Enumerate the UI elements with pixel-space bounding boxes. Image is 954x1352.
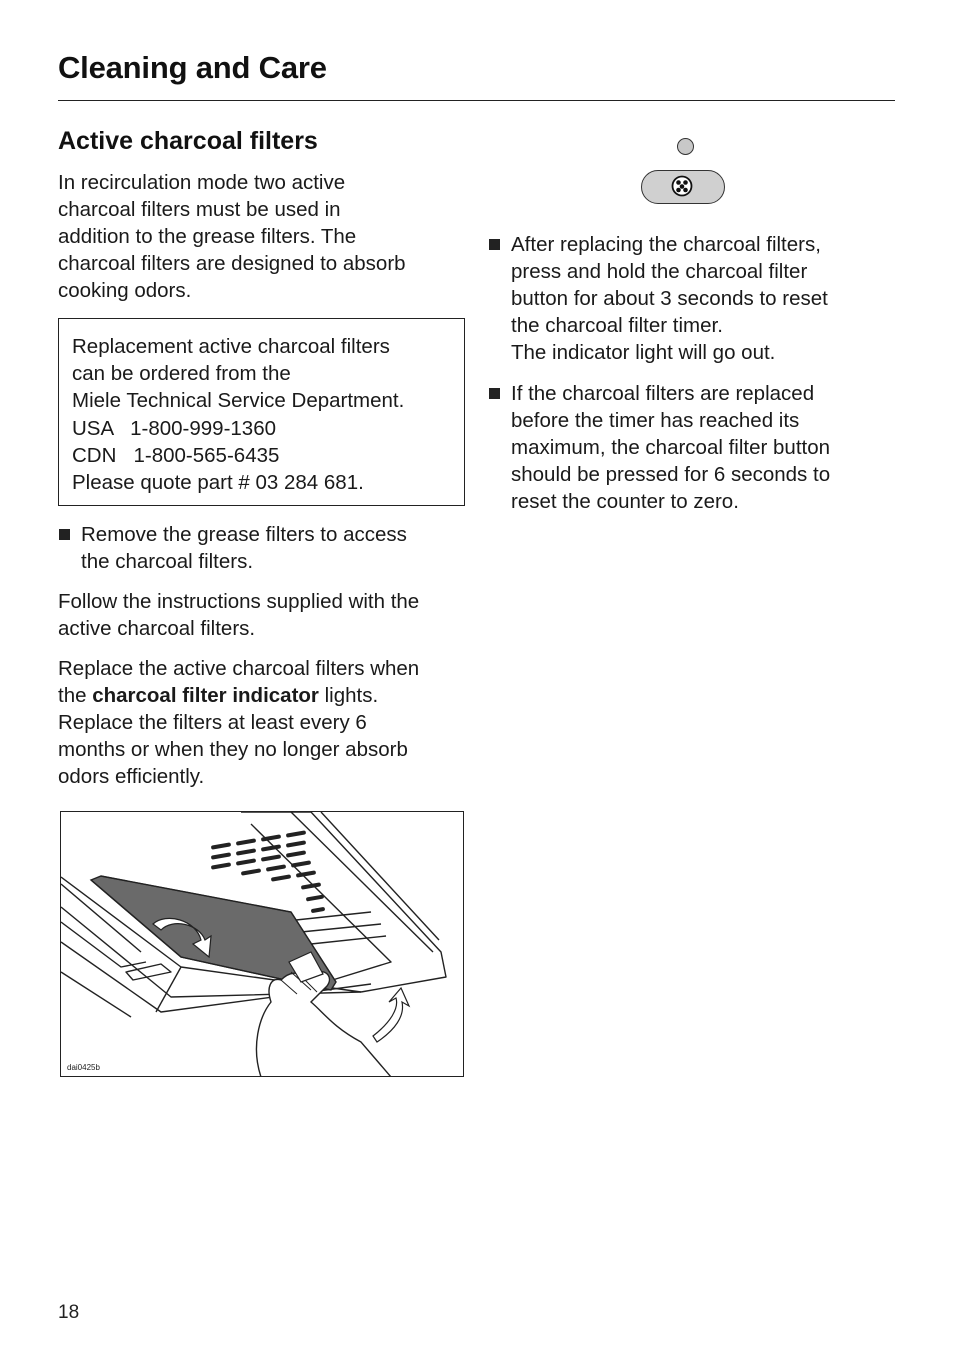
illustration-code: dai0425b [67, 1063, 100, 1072]
part-number: Please quote part # 03 284 681. [72, 471, 364, 495]
charcoal-filter-icon [671, 175, 693, 197]
charcoal-filter-indicator-term: charcoal filter indicator [92, 684, 319, 708]
info-line: can be ordered from the [72, 362, 291, 386]
intro-paragraph: In recirculation mode two active charcoal filters must be used in addition to the grease filters. The charcoal filters are designed to absorb cooking odors. [58, 171, 406, 302]
indicator-light-icon [677, 138, 694, 155]
cdn-phone: CDN 1-800-565-6435 [72, 443, 280, 467]
info-line: Replacement active charcoal filters [72, 335, 390, 358]
filter-replacement-illustration [60, 811, 464, 1077]
info-line: Miele Technical Service Department. [72, 389, 405, 413]
section-heading: Active charcoal filters [58, 127, 318, 155]
replace-filters-paragraph: Replace the active charcoal filters when the charcoal filter indicator lights. Replace the filters at least every 6 months or when they no longer absorb odors efficiently. [58, 657, 420, 789]
bullet-square-icon [59, 529, 70, 540]
right-column [488, 130, 898, 513]
replacement-info-box [58, 318, 465, 506]
charcoal-filter-button[interactable] [641, 170, 725, 204]
bullet-reset-timer: After replacing the charcoal filters, press and hold the charcoal filter button for about 3 seconds to reset the charcoal filter timer. The indicator light will go out. [488, 231, 883, 366]
bullet-early-replacement: If the charcoal filters are replaced before the timer has reached its maximum, the charcoal filter button should be pressed for 6 seconds to reset the counter to zero. [488, 380, 883, 515]
control-panel [488, 130, 898, 230]
bullet-square-icon [489, 388, 500, 399]
left-column [58, 126, 468, 790]
hood-filter-drawing [61, 812, 463, 1076]
page-title: Cleaning and Care [58, 50, 327, 85]
title-divider [58, 100, 895, 101]
right-bullet-list [488, 231, 883, 515]
bullet-square-icon [489, 239, 500, 250]
page-number: 18 [58, 1302, 80, 1323]
bullet-remove-grease-filters: Remove the grease filters to access the charcoal filters. [58, 521, 468, 575]
follow-instructions-paragraph: Follow the instructions supplied with the active charcoal filters. [58, 590, 420, 641]
usa-phone: USA 1-800-999-1360 [72, 416, 276, 440]
